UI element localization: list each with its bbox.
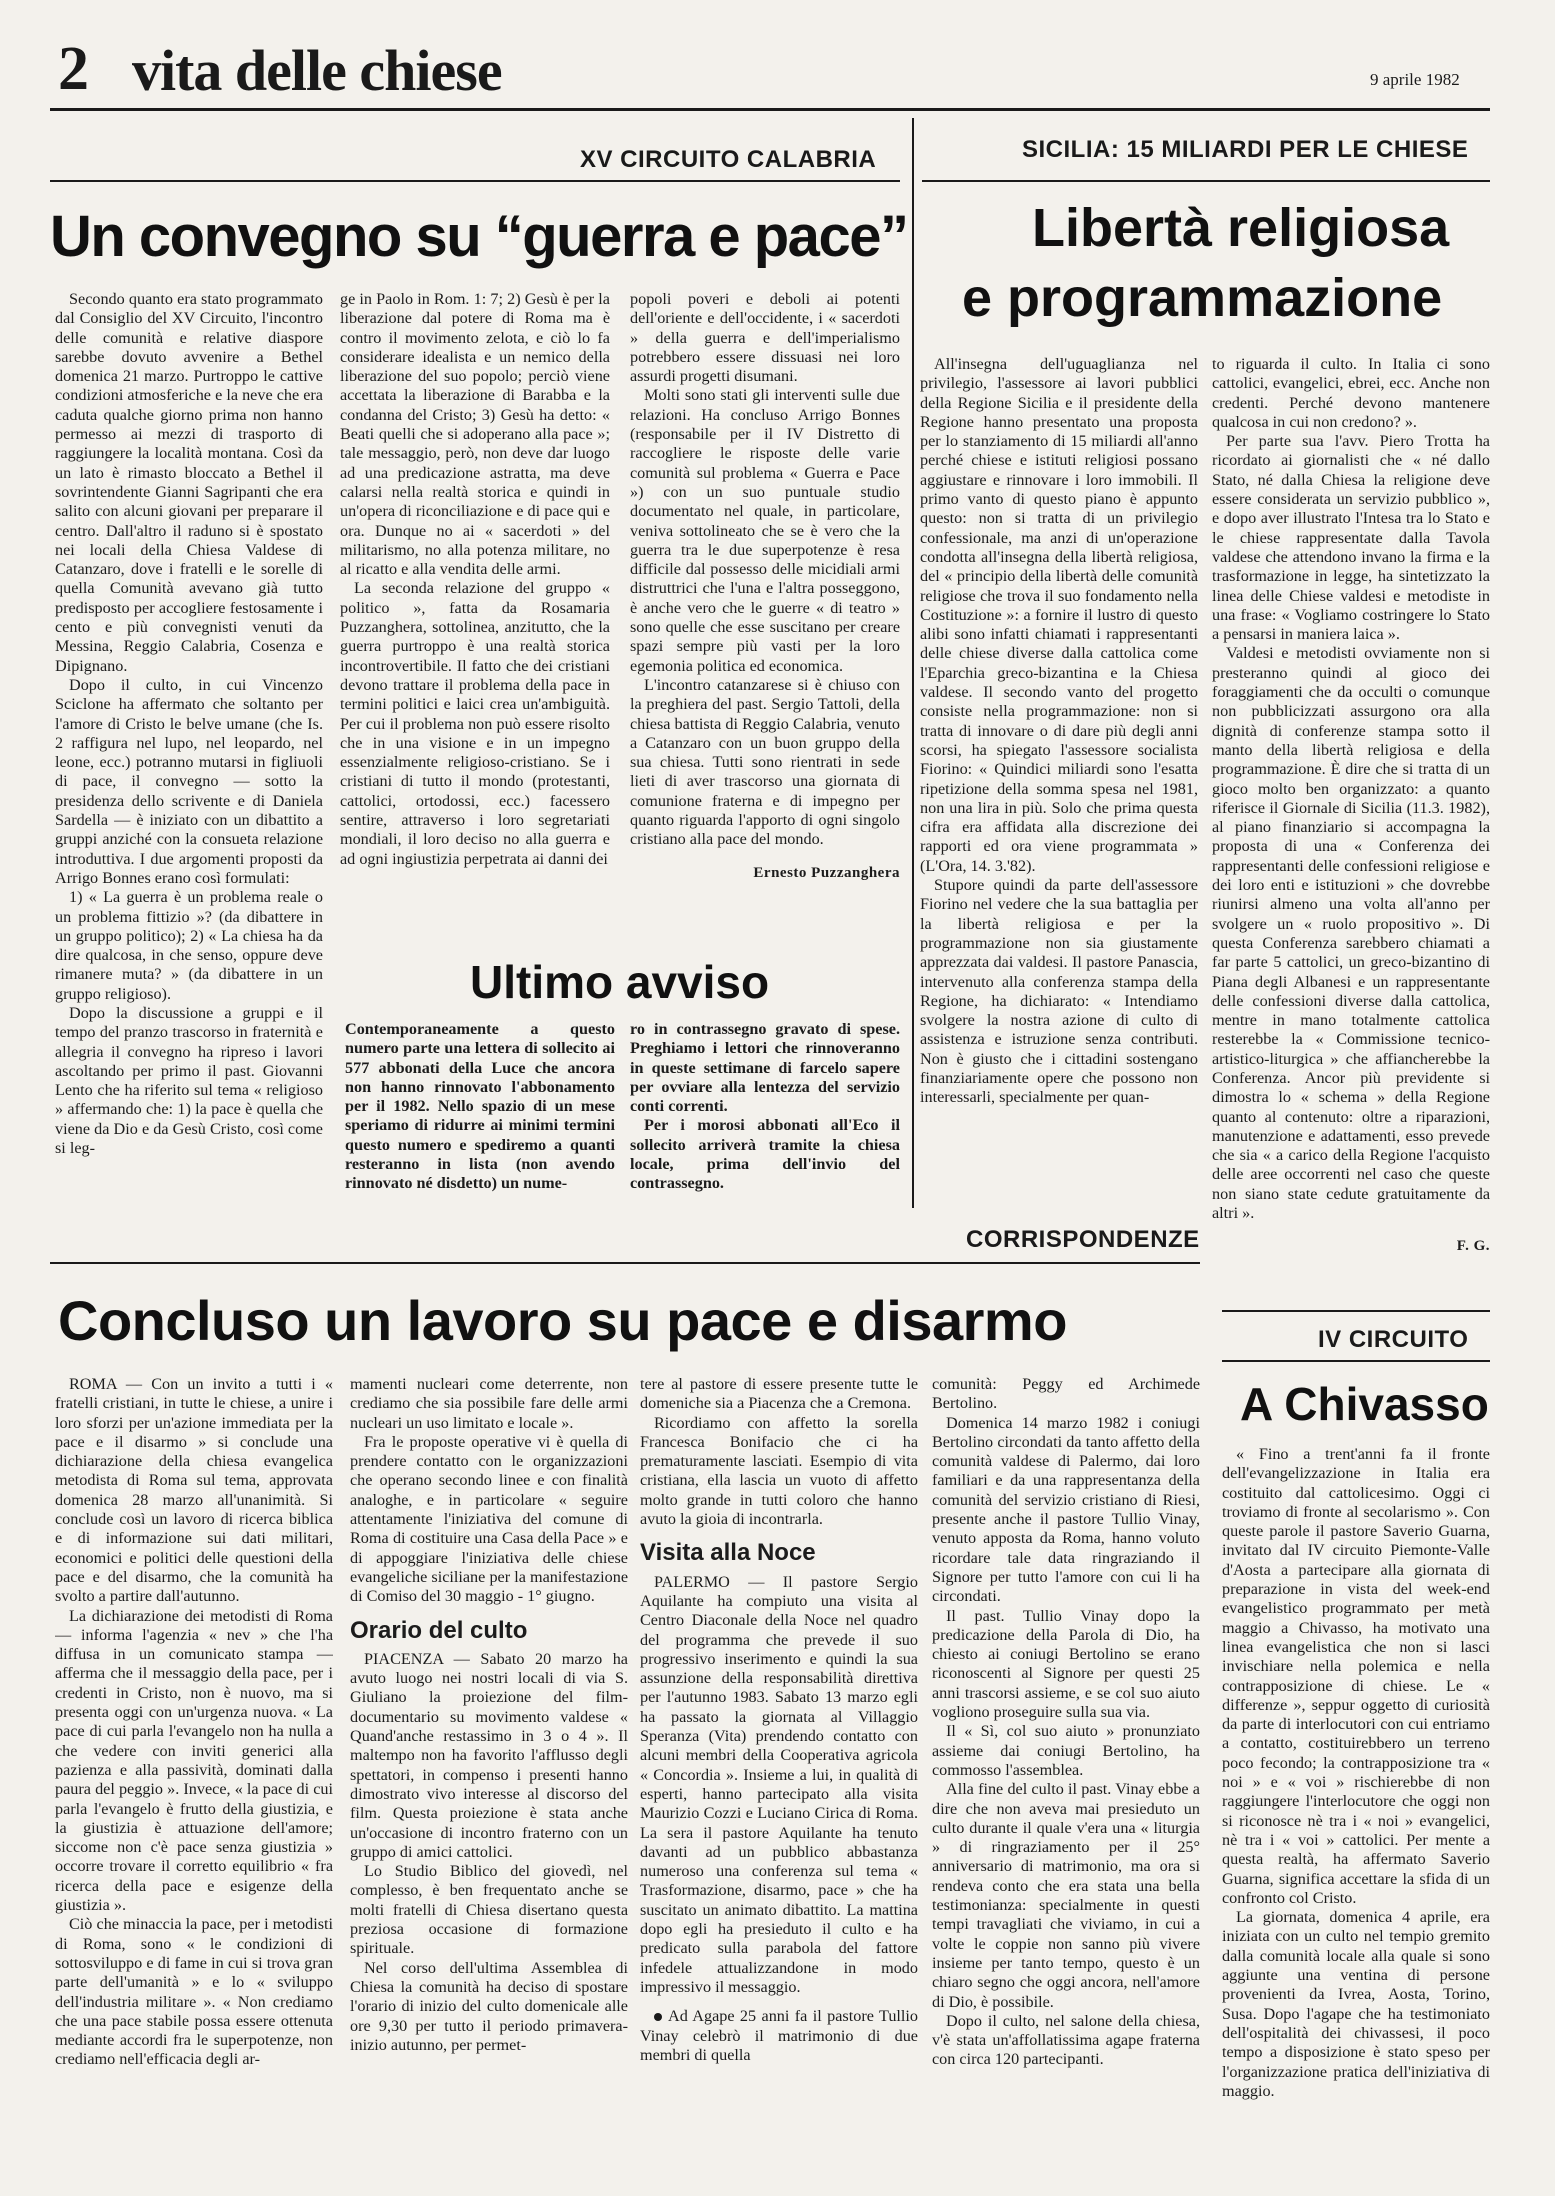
article3-kicker: CORRISPONDENZE <box>966 1226 1200 1253</box>
article2-kicker-rule <box>922 180 1490 182</box>
article1-kicker-rule <box>50 180 900 182</box>
article1-column-2 <box>340 290 610 980</box>
paragraph: Alla fine del culto il past. Vinay ebbe a dire che non aveva mai presieduto un culto durante il quale v'era una « liturgia » di ringraziamento per il 25° anniversario di matrimonio, ma ora si rendeva conto che era stata una bella testimonianza: specialmente in questi tempi travagliati che viviamo, in cui a volte le coppie non sanno più vivere insieme per tanto tempo, questo è un chiaro segno che oggi ancora, nell'amore di Dio, è possibile. <box>932 1780 1200 2011</box>
article4-kicker: IV CIRCUITO <box>1318 1326 1469 1353</box>
page-number: 2 <box>58 35 89 103</box>
paragraph: ROMA — Con un invito a tutti i « fratelli cristiani, in tutte le chiese, a unire i loro sforzi per un'azione immediata per la pace e il disarmo » si conclude una dichiarazione della chiesa evangelica metodista di Roma sul tema, approvata domenica 28 marzo all'unanimità. Si conclude così un lavoro di ricerca biblica e di informazione sui dati militari, economici e politici delle questioni della pace e del disarmo, che la comunità ha svolto a partire dall'autunno. <box>55 1375 333 1606</box>
article1-column-1 <box>55 290 323 1193</box>
avviso-headline: Ultimo avviso <box>470 956 770 1008</box>
paragraph: ge in Paolo in Rom. 1: 7; 2) Gesù è per la liberazione dal potere di Roma ma è contro il movimento zelota, e ciò lo fa considerare idealista e un nemico della liberazione del suo popolo; perciò viene accettata la liberazione di Barabba e la condanna del Cristo; 3) Gesù ha detto: « Beati quelli che si adoperano alla pace »; tale messaggio, però, non deve dar luogo ad una predicazione astratta, ma deve calarsi nella realtà storica e quindi in un'opera di riconciliazione e di pace qui e ora. Dunque no ai « sacerdoti » del militarismo, no alla potenza militare, no al ricatto e alla vendita delle armi. <box>340 290 610 579</box>
paragraph: PALERMO — Il pastore Sergio Aquilante ha compiuto una visita al Centro Diaconale della Noce nel quadro del programma che prevede il suo progressivo inserimento e quindi la sua assunzione della responsabilità direttiva per l'autunno 1983. Sabato 13 marzo egli ha passato la giornata al Villaggio Speranza (Vita) prendendo contatto con alcuni membri della Cooperativa agricola « Concordia ». Insieme a lui, in qualità di esperti, hanno partecipato alla visita Maurizio Cozzi e Luciano Cirica di Roma. La sera il pastore Aquilante ha tenuto davanti ad un pubblico abbastanza numeroso una conferenza sul tema « Trasformazione, disarmo, pace » che ha suscitato un animato dibattito. La mattina dopo egli ha presieduto il culto e ha predicato sulla parabola del fattore infedele attualizzandone in modo impressivo il messaggio. <box>640 1572 918 1996</box>
paragraph: La giornata, domenica 4 aprile, era iniziata con un culto nel tempio gremito dalla comunità locale alla quale si sono aggiunte una ventina di persone provenienti da Ivrea, Aosta, Torino, Susa. Dopo l'agape che ha testimoniato dell'ospitalità dei chivassesi, il poco tempo a disposizione è stato speso per l'organizzazione pratica dell'iniziativa di maggio. <box>1222 1908 1490 2100</box>
article3-headline: Concluso un lavoro su pace e disarmo <box>58 1289 1067 1352</box>
bullet-icon <box>654 2013 662 2021</box>
paragraph: ro in contrassegno gravato di spese. Preghiamo i lettori che rinnoveranno in queste settimane di farcelo sapere per ovviare alla lentezza del servizio conti correnti. <box>630 1020 900 1116</box>
avviso-column-2 <box>630 1020 900 1200</box>
issue-date: 9 aprile 1982 <box>1370 70 1460 89</box>
paragraph: 1) « La guerra è un problema reale o un problema fittizio »? (da dibattere in un gruppo politico); 2) « La chiesa ha da dire qualcosa, in che senso, oppure deve rimanere muta? » (da dibattere in un gruppo religioso). <box>55 888 323 1003</box>
masthead-rule <box>50 108 1490 111</box>
paragraph: PIACENZA — Sabato 20 marzo ha avuto luogo nei nostri locali di via S. Giuliano la proiezione del film-documentario su movimento valdese « Quand'anche restassimo in 3 o 4 ». Il maltempo non ha favorito l'afflusso degli spettatori, in compenso i presenti hanno dimostrato vivo interesse al discorso del film. Questa proiezione è stata anche un'occasione di incontro fraterno con un gruppo di amici cattolici. <box>350 1649 628 1861</box>
paragraph: All'insegna dell'uguaglianza nel privilegio, l'assessore ai lavori pubblici della Regione Sicilia e il presidente della Regione hanno presentato una proposta per lo stanziamento di 15 miliardi all'anno perché chiese e istituti religiosi possano aggiustare e rinnovare i loro immobili. Il primo vanto di questo piano è appunto questo: non si tratta di un privilegio confessionale, ma anzi di un'operazione condotta all'insegna della libertà religiosa, del « principio della libertà delle comunità religiose che trova il suo fondamento nella Costituzione »: a fornire il lustro di questo alibi sono infatti chiamati i rappresentanti delle chiese diverse dalla cattolica come l'Eparchia greco-bizantina e la Chiesa valdese. Il secondo vanto del progetto consiste nella programmazione: non si tratta di innovare o di dare più degli anni scorsi, ha spiegato l'assessore socialista Fiorino: « Quindici miliardi sono l'esatta ripetizione della somma spesa nel 1981, non una lira in più. Solo che prima questa cifra era affidata alla discrezione dei rapporti ed ora viene programmata » (L'Ora, 14. 3.'82). <box>920 355 1198 875</box>
article2-column-1 <box>920 355 1198 1193</box>
paragraph: Contemporaneamente a questo numero parte una lettera di sollecito ai 577 abbonati della Luce che ancora non hanno rinnovato l'abbonamento per il 1982. Nello spazio di un mese speriamo di ridurre ai minimi termini questo numero e spediremo a quanti resteranno in lista (non avendo rinnovato né disdetto) un nume- <box>345 1020 615 1193</box>
paragraph: mamenti nucleari come deterrente, non crediamo che sia possibile fare delle armi nucleari un uso limitato e locale ». <box>350 1375 628 1432</box>
section-title: vita delle chiese <box>132 38 502 103</box>
paragraph: Ricordiamo con affetto la sorella Francesca Bonifacio che ci ha prematuramente lasciati. Esempio di vita cristiana, ella lascia un vuoto di affetto molto grande in tutti coloro che hanno avuto la gioia di incontrarla. <box>640 1413 918 1529</box>
article1-column-3 <box>630 290 900 930</box>
paragraph: Il « Sì, col suo aiuto » pronunziato assieme dai coniugi Bertolino, ha commosso l'assemblea. <box>932 1722 1200 1779</box>
avviso-column-1 <box>345 1020 615 1200</box>
paragraph: Stupore quindi da parte dell'assessore Fiorino nel vedere che la sua battaglia per la libertà religiosa e per la programmazione non sia giustamente apprezzata dai valdesi. Il pastore Panascia, intervenuto alla conferenza stampa della Regione, ha dichiarato: « Intendiamo svolgere la nostra azione di culto di assistenza e istruzione senza contributi. Non è giusto che i cittadini sostengano finanziariamente opere che possono non interessarli, specialmente per quan- <box>920 876 1198 1107</box>
paragraph: Molti sono stati gli interventi sulle due relazioni. Ha concluso Arrigo Bonnes (responsabile per il IV Distretto di raccogliere le risposte delle varie comunità sul problema « Guerra e Pace ») con un suo puntuale studio documentato nel quale, in particolare, veniva sottolineato che se è vero che la guerra tra le due superpotenze è resa difficile dal possesso delle micidiali armi distruttrici che l'una e l'altra posseggono, è anche vero che le guerre « di teatro » sono quelle che esse suscitano per creare spazi sempre più vasti per la loro egemonia politica ed economica. <box>630 386 900 675</box>
paragraph: La dichiarazione dei metodisti di Roma — informa l'agenzia « nev » che l'ha diffusa in un comunicato stampa — afferma che il messaggio della pace, per i credenti in Cristo, non è nuovo, ma si presenta oggi con un'urgenza nuova. « La pace di cui parla l'evangelo non ha nulla a che vedere con inviti generici alla pazienza e alla passività, dominati dalla paura del peggio ». Invece, « la pace di cui parla l'evangelo è frutto della giustizia, e la giustizia è attuazione dell'amore; siccome non c'è pace senza giustizia » occorre trovare il corretto equilibrio « fra ricerca della pace e esigenze della giustizia ». <box>55 1606 333 1915</box>
paragraph: Per parte sua l'avv. Piero Trotta ha ricordato ai giornalisti che « né dallo Stato, né dalla Chiesa la religione deve essere considerata un servizio pubblico », e dopo aver illustrato l'Intesa tra lo Stato e le chiese rappresentate dalla Tavola valdese che attendono invano la firma e la trasformazione in legge, ha sintetizzato la linea delle Chiese valdesi e metodiste in una frase: « Vogliamo costringere lo Stato a pensarsi in maniera laica ». <box>1212 432 1490 644</box>
paragraph: Domenica 14 marzo 1982 i coniugi Bertolino circondati da tanto affetto della comunità valdese di Palermo, dai loro familiari e da una rappresentanza della comunità del servizio cristiano di Riesi, presente anche il pastore Tullio Vinay, venuto apposta da Roma, hanno voluto ricordare tale data ringraziando il Signore per tutto l'amore con cui li ha circondati. <box>932 1413 1200 1606</box>
article3-top-rule <box>50 1262 1200 1264</box>
subheading-orario: Orario del culto <box>350 1616 528 1644</box>
article1-kicker: XV CIRCUITO CALABRIA <box>580 146 877 173</box>
paragraph: to riguarda il culto. In Italia ci sono cattolici, evangelici, ebrei, ecc. Anche non credenti. Perché devono mantenere qualcosa in cui non credono? ». <box>1212 355 1490 431</box>
article2-headline-line-2: e programmazione <box>962 268 1443 328</box>
article4-top-rule <box>1222 1310 1490 1312</box>
paragraph: tere al pastore di essere presente tutte le domeniche sia a Piacenza che a Cremona. <box>640 1375 918 1413</box>
paragraph: Ciò che minaccia la pace, per i metodisti di Roma, sono « le condizioni di sottosviluppo e di fame in cui si trova gran parte dell'umanità » e lo « sviluppo dell'industria militare ». « Non crediamo che una pace stabile possa essere ottenuta mediante accordi fra le superpotenze, non crediamo nell'efficacia degli ar- <box>55 1915 333 2069</box>
paragraph: Lo Studio Biblico del giovedì, nel complesso, è ben frequentato anche se molti fratelli di Chiesa disertano questa preziosa occasione di formazione spirituale. <box>350 1862 628 1958</box>
article3-column-2 <box>350 1375 628 2165</box>
paragraph: comunità: Peggy ed Archimede Bertolino. <box>932 1375 1200 1413</box>
column-divider <box>912 118 914 1208</box>
paragraph: Secondo quanto era stato programmato dal Consiglio del XV Circuito, l'incontro delle comunità e relative diaspore sarebbe dovuto avvenire a Bethel domenica 21 marzo. Purtroppo le cattive condizioni atmosferiche e la neve che era caduta qualche giorno prima non hanno permesso ai mezzi di trasporto di raggiungere la località montana. Così da un lato è rimasto bloccato a Bethel il sovrintendente Gianni Sagripanti che era salito con alcuni giovani per preparare il centro. Dall'altro il raduno si è spostato nei locali della Chiesa Valdese di Catanzaro, dove i fratelli e le sorelle di quella Comunità avevano già tutto predisposto per accogliere festosamente i cento e più convegnisti venuti da Messina, Reggio Calabria, Cosenza e Dipignano. <box>55 290 323 675</box>
paragraph: Nel corso dell'ultima Assemblea di Chiesa la comunità ha deciso di spostare l'orario di inizio del culto domenicale alle ore 9,30 per tutto il periodo primavera-inizio autunno, per permet- <box>350 1958 628 2054</box>
subheading-visita: Visita alla Noce <box>640 1539 816 1567</box>
article2-headline-line-1: Libertà religiosa <box>1032 198 1450 258</box>
article3-column-3 <box>640 1375 918 2165</box>
paragraph: Valdesi e metodisti ovviamente non si presteranno quindi al gioco dei foraggiamenti che da occulti o comunque non pubblicizzati assurgono ora alla dignità di conferenze stampa sotto il manto della libertà religiosa e della programmazione. È dire che si tratta di un gioco molto ben organizzato: a quanto riferisce il Giornale di Sicilia (11.3. 1982), al piano finanziario si accompagna la proposta di una « Conferenza dei rappresentanti delle confessioni religiose e dei loro enti e istituzioni » che dovrebbe riunirsi almeno una volta all'anno per svolgere un « ruolo propositivo ». Di questa Conferenza sarebbero chiamati a far parte 5 cattolici, un greco-bizantino di Piana degli Albanesi e un rappresentante delle confessioni diverse dalla cattolica, mentre in mano totalmente cattolica resterebbe la « Commissione tecnico-artistico-liturgica » che affiancherebbe la Conferenza. Ancor più previdente si dimostra lo « schema » della Regione quanto al contenuto: oltre a riparazioni, manutenzione e adattamenti, esso prevede che sia « a carico della Regione l'acquisto delle aree occorrenti nel caso che queste non siano state cedute gratuitamente da altri ». <box>1212 644 1490 1223</box>
paragraph: Per i morosi abbonati all'Eco il sollecito arriverà tramite la chiesa locale, prima dell'invio del contrassegno. <box>630 1116 900 1193</box>
paragraph: « Fino a trent'anni fa il fronte dell'evangelizzazione in Italia era costituito dal cattolicesimo. Oggi ci troviamo di fronte al secolarismo ». Con queste parole il pastore Saverio Guarna, invitato dal IV circuito Piemonte-Valle d'Aosta a partecipare alla giornata di preparazione in vista del week-end evangelistico programmato per metà maggio a Chivasso, ha motivato una linea evangelistica che non si lasci invischiare nella polemica e nella contrapposizione di chiese. Le « differenze », seppur oggetto di curiosità da parte di interlocutori con cui entriamo a contatto, costituirebbero un terreno poco fecondo; la contrapposizione tra « noi » e « voi » rischierebbe di non raggiungere l'interlocutore che oggi non si riconosce nè tra i « noi » evangelici, nè tra i « voi » cattolici. Per mente a questa realtà, ha affermato Saverio Guarna, significa accettare la sfida di un confronto col Cristo. <box>1222 1445 1490 1907</box>
paragraph: popoli poveri e deboli ai potenti dell'oriente e dell'occidente, i « sacerdoti » della guerra e dell'imperialismo potrebbero essere dissuasi nei loro assurdi progetti disumani. <box>630 290 900 386</box>
article4-kicker-rule <box>1222 1360 1490 1362</box>
article3-column-4 <box>932 1375 1200 2165</box>
paragraph: Il past. Tullio Vinay dopo la predicazione della Parola di Dio, ha chiesto ai coniugi Bertolino se erano riconoscenti al Signore per questi 25 anni trascorsi assieme, e se col suo aiuto vogliono proseguire sulla sua via. <box>932 1606 1200 1722</box>
article4-headline: A Chivasso <box>1240 1378 1489 1430</box>
article2-signature: F. G. <box>1456 1238 1490 1255</box>
article1-signature: Ernesto Puzzanghera <box>753 864 900 881</box>
paragraph <box>640 2007 918 2065</box>
paragraph: Dopo la discussione a gruppi e il tempo del pranzo trascorso in fraternità e allegria il convegno ha ripreso i lavori ascoltando per primo il past. Giovanni Lento che ha riferito sul tema « religioso » affermando che: 1) la pace è quella che viene da Dio e da Gesù Cristo, così come si leg- <box>55 1003 323 1158</box>
article1-headline: Un convegno su “guerra e pace” <box>50 204 908 269</box>
paragraph: La seconda relazione del gruppo « politico », fatta da Rosamaria Puzzanghera, sottolinea, anzitutto, che la guerra purtroppo è una realtà storica incontrovertibile. Il fatto che dei cristiani devono trattare il problema della pace in termini politici e laici crea un'ambiguità. Per cui il problema non può essere risolto che in una visione e in un impegno essenzialmente religioso-cristiano. Se i cristiani di tutto il mondo (protestanti, cattolici, ortodossi, ecc.) facessero sentire, attraverso i loro segretariati mondiali, il loro deciso no alla guerra e ad ogni ingiustizia perpetrata ai danni dei <box>340 579 610 868</box>
article3-column-1 <box>55 1375 333 2165</box>
article2-kicker: SICILIA: 15 MILIARDI PER LE CHIESE <box>1022 136 1469 163</box>
paragraph: Fra le proposte operative vi è quella di prendere contatto con le organizzazioni che operano secondo linee e con finalità analoghe, e in particolare « seguire attentamente l'iniziativa del comune di Roma di costituire una Casa della Pace » e di appoggiare l'iniziativa delle chiese evangeliche siciliane per la manifestazione di Comiso del 30 maggio - 1° giugno. <box>350 1432 628 1606</box>
article4-column <box>1222 1445 1490 2165</box>
article2-column-2 <box>1212 355 1490 1305</box>
paragraph-text: Ad Agape 25 anni fa il pastore Tullio Vinay celebrò il matrimonio di due membri di quella <box>640 2007 918 2064</box>
paragraph: Dopo il culto, in cui Vincenzo Sciclone ha affermato che soltanto per l'amore di Cristo le belve umane (che Is. 2 raffigura nel lupo, nel leopardo, nel leone, ecc.) potranno mutarsi in figliuoli di pace, il convegno — sotto la presidenza dello scrivente e di Daniela Sardella — è iniziato con un dibattito a gruppi anziché con la consueta relazione introduttiva. I due argomenti proposti da Arrigo Bonnes erano così formulati: <box>55 675 323 887</box>
paragraph: Dopo il culto, nel salone della chiesa, v'è stata un'affollatissima agape fraterna con circa 120 partecipanti. <box>932 2011 1200 2069</box>
paragraph: L'incontro catanzarese si è chiuso con la preghiera del past. Sergio Tattoli, della chiesa battista di Reggio Calabria, venuto a Catanzaro con un buon gruppo della sua chiesa. Tutti sono rientrati in sede lieti di aver trascorso una giornata di comunione fraterna e di impegno per quanto riguarda l'apporto di ogni singolo cristiano alla pace del mondo. <box>630 675 900 849</box>
